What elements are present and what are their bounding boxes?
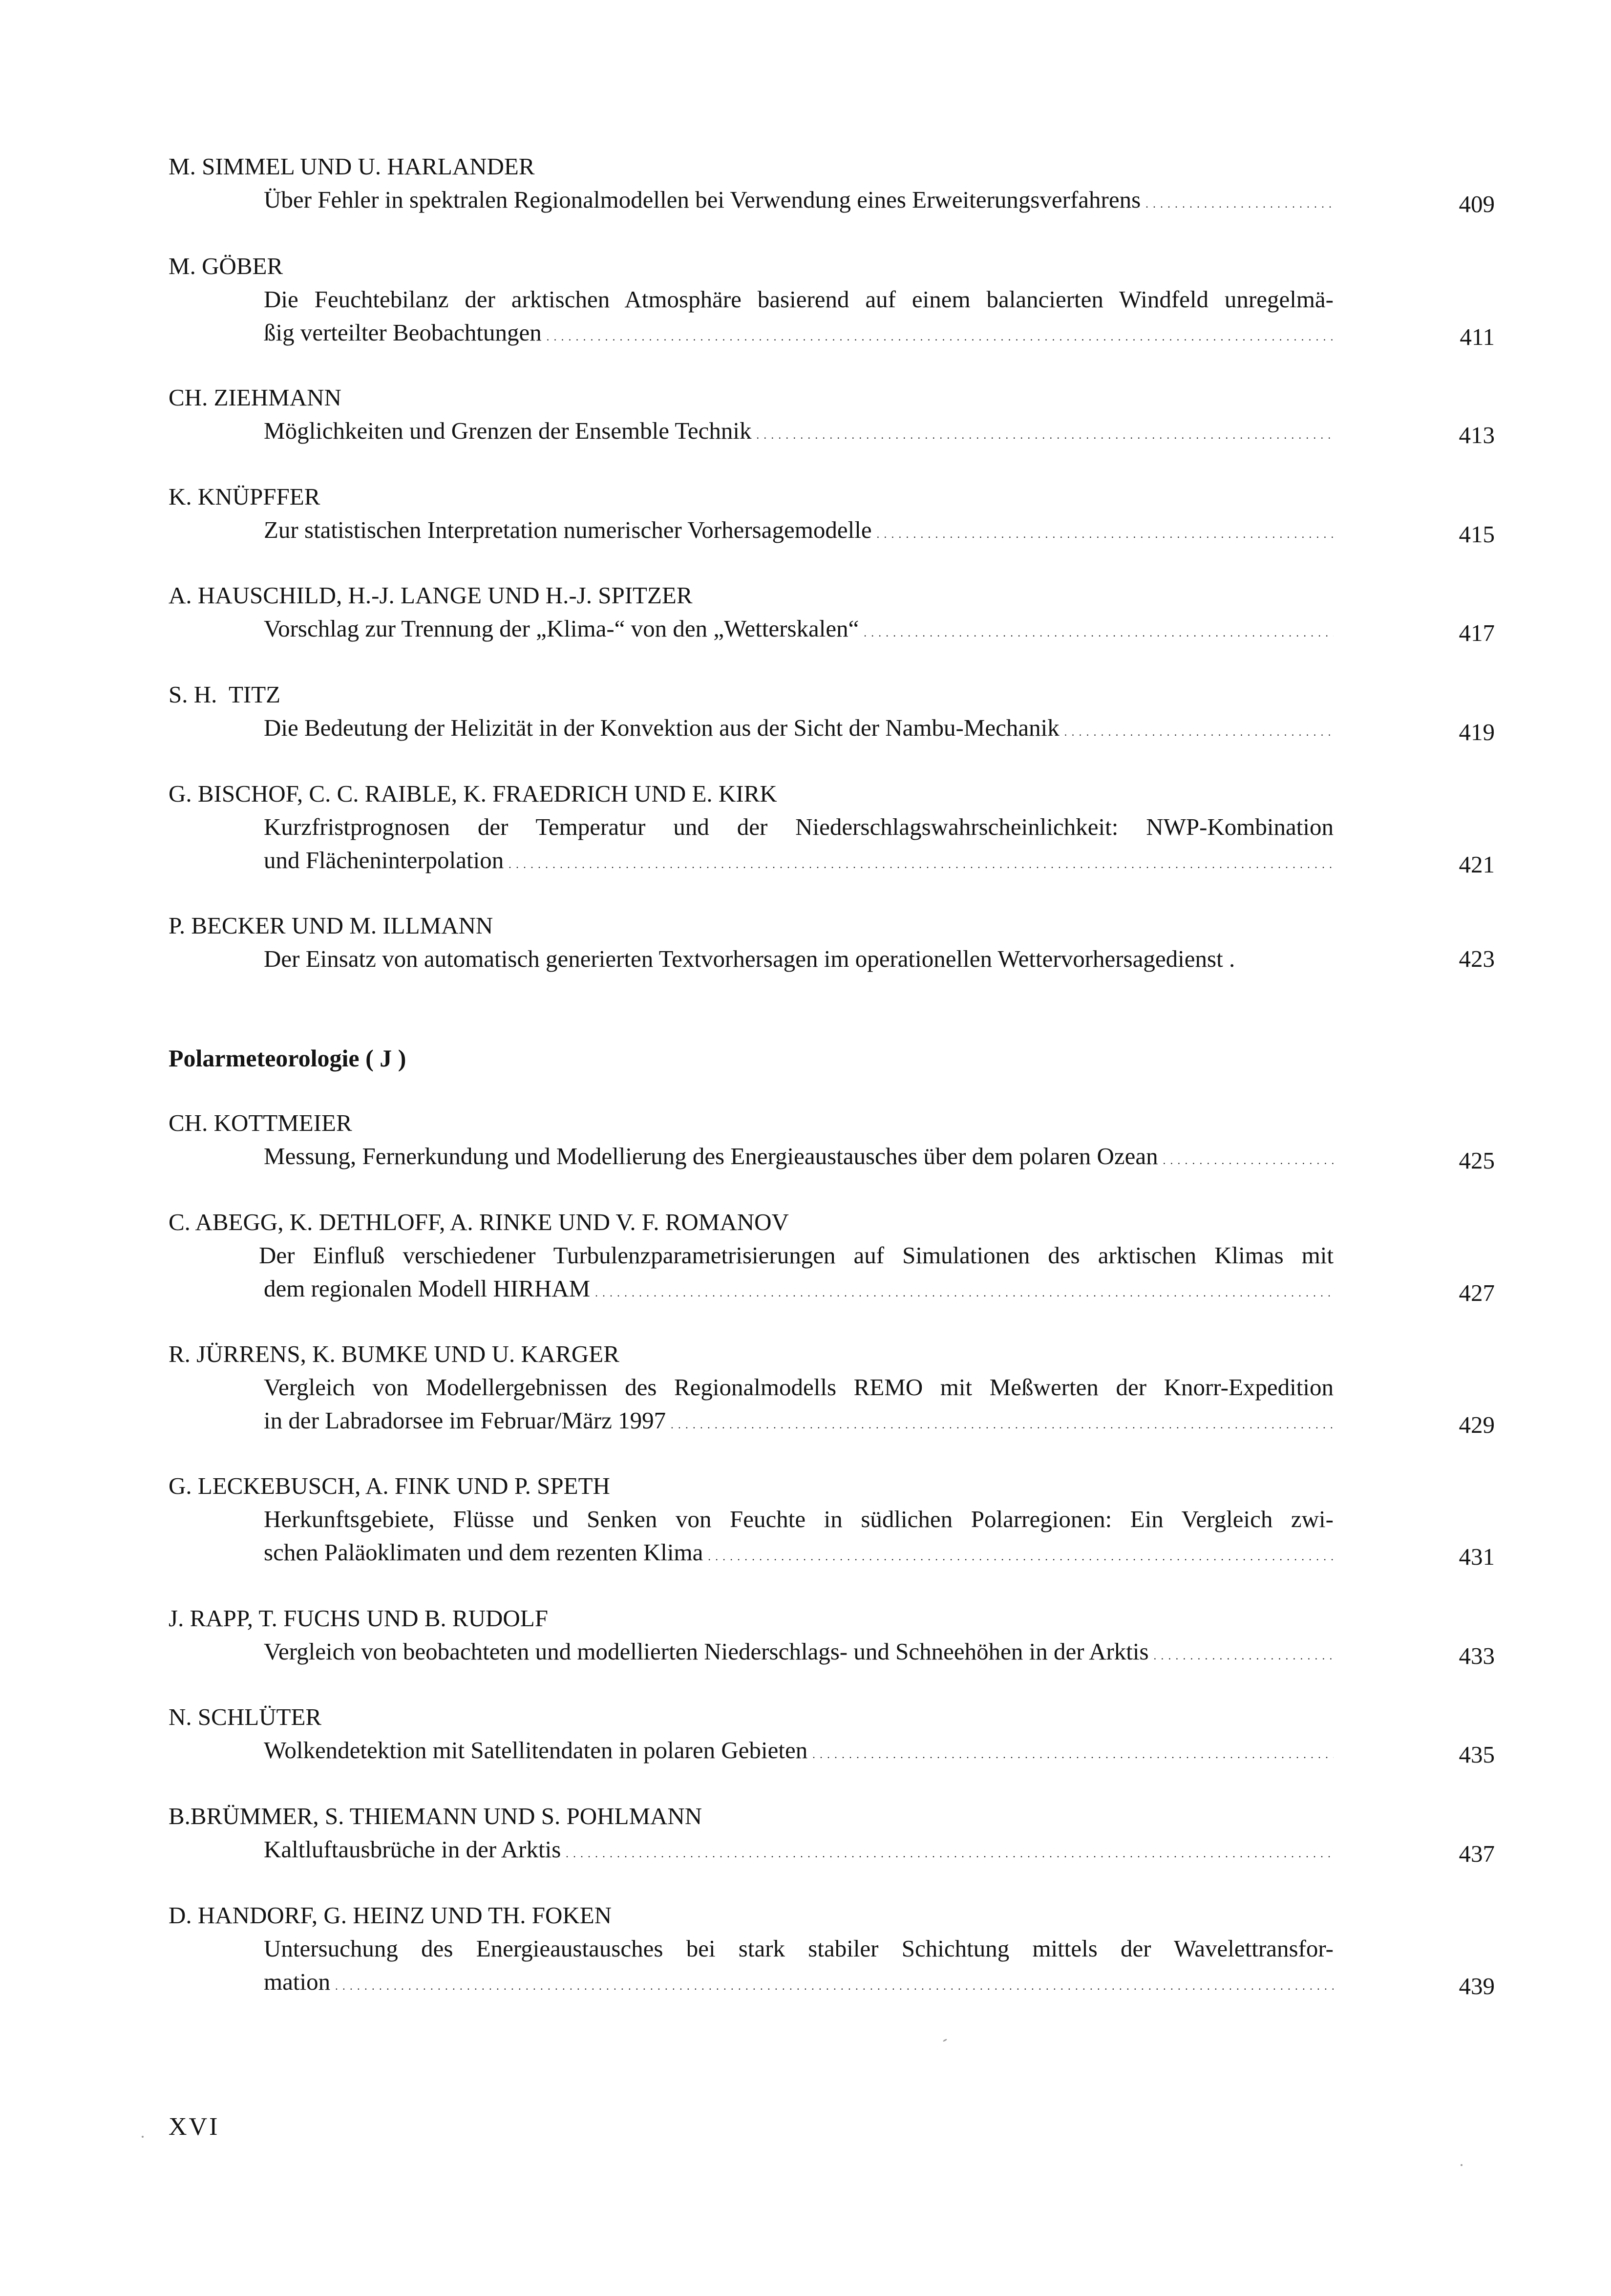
toc-entry-0	[169, 150, 1495, 221]
entry-page-ref: 427	[1459, 1279, 1495, 1306]
toc-entry-1	[169, 250, 1495, 354]
entry-title-line: Die Feuchtebilanz der arktischen Atmosphäre basierend auf einem balancierten Windfeld unregelmä-	[264, 286, 1334, 313]
dot-leader	[877, 513, 1334, 551]
entry-authors: CH. KOTTMEIER	[169, 1109, 352, 1136]
entry-title: dem regionalen Modell HIRHAM	[264, 1275, 591, 1302]
entry-authors: G. BISCHOF, C. C. RAIBLE, K. FRAEDRICH UND E. KIRK	[169, 780, 777, 807]
section-heading: Polarmeteorologie ( J )	[169, 1044, 406, 1072]
entry-title: Wolkendetektion mit Satellitendaten in polaren Gebieten	[264, 1737, 808, 1764]
entry-authors: M. SIMMEL UND U. HARLANDER	[169, 153, 535, 180]
dot-leader	[1163, 1140, 1334, 1177]
entry-page-ref: 409	[1459, 191, 1495, 217]
entry-title: Messung, Fernerkundung und Modellierung des Energieaustausches über dem polaren Ozean	[264, 1143, 1158, 1169]
entry-authors: B.BRÜMMER, S. THIEMANN UND S. POHLMANN	[169, 1803, 702, 1829]
entry-page-ref: 419	[1459, 719, 1495, 745]
entry-title: in der Labradorsee im Februar/März 1997	[264, 1407, 666, 1434]
entry-page-ref: 429	[1459, 1411, 1495, 1438]
entry-page-ref: 423	[1459, 945, 1495, 972]
entry-page-ref: 417	[1459, 619, 1495, 646]
entry-authors: N. SCHLÜTER	[169, 1703, 322, 1730]
entry-page-ref: 425	[1459, 1147, 1495, 1174]
entry-page-ref: 437	[1459, 1840, 1495, 1867]
entry-title: Über Fehler in spektralen Regionalmodellen bei Verwendung eines Erweiterungsverfahrens	[264, 186, 1141, 213]
entry-title: Die Bedeutung der Helizität in der Konvektion aus der Sicht der Nambu-Mechanik	[264, 714, 1060, 741]
dot-leader	[1154, 1635, 1334, 1673]
scan-speck	[1461, 2164, 1463, 2166]
toc-entry-7	[169, 909, 1495, 976]
dot-leader	[757, 414, 1334, 452]
entry-title: und Flächeninterpolation	[264, 847, 504, 873]
entry-authors: M. GÖBER	[169, 253, 283, 279]
toc-entry-10	[169, 1338, 1495, 1442]
toc-entry-15	[169, 1899, 1495, 2003]
entry-authors: CH. ZIEHMANN	[169, 384, 341, 411]
entry-authors: S. H. TITZ	[169, 681, 281, 708]
entry-authors: J. RAPP, T. FUCHS UND B. RUDOLF	[169, 1605, 548, 1632]
entry-authors: C. ABEGG, K. DETHLOFF, A. RINKE UND V. F. ROMANOV	[169, 1209, 789, 1235]
scan-speck	[943, 2039, 947, 2042]
entry-authors: R. JÜRRENS, K. BUMKE UND U. KARGER	[169, 1340, 619, 1367]
entry-authors: G. LECKEBUSCH, A. FINK UND P. SPETH	[169, 1472, 610, 1499]
entry-page-ref: 431	[1459, 1543, 1495, 1570]
entry-page-ref: 415	[1459, 521, 1495, 548]
toc-entry-3	[169, 480, 1495, 551]
toc-entry-9	[169, 1206, 1495, 1310]
toc-entry-4	[169, 579, 1495, 650]
dot-leader	[671, 1404, 1334, 1442]
toc-entry-13	[169, 1701, 1495, 1771]
entry-title-line: Herkunftsgebiete, Flüsse und Senken von Feuchte in südlichen Polarregionen: Ein Vergleich zwi-	[264, 1506, 1334, 1532]
toc-entry-5	[169, 678, 1495, 749]
toc-entry-2	[169, 381, 1495, 452]
entry-page-ref: 411	[1460, 323, 1495, 350]
entry-title-line: Der Einfluß verschiedener Turbulenzparametrisierungen auf Simulationen des arktischen Klimas mit	[259, 1242, 1334, 1269]
entry-title: ßig verteilter Beobachtungen	[264, 319, 542, 346]
entry-title: schen Paläoklimaten und dem rezenten Klima	[264, 1539, 703, 1566]
entry-title: Kaltluftausbrüche in der Arktis	[264, 1836, 561, 1863]
dot-leader	[708, 1536, 1334, 1573]
toc-entry-8	[169, 1106, 1495, 1177]
page-number: XVI	[169, 2113, 220, 2141]
toc-entry-12	[169, 1602, 1495, 1673]
entry-title-line: Untersuchung des Energieaustausches bei stark stabiler Schichtung mittels der Wavelettransfor-	[264, 1935, 1334, 1962]
dot-leader	[864, 612, 1334, 650]
dot-leader	[1145, 183, 1334, 221]
entry-authors: K. KNÜPFFER	[169, 483, 320, 510]
entry-title: Der Einsatz von automatisch generierten Textvorhersagen im operationellen Wettervorhersagedienst .	[264, 945, 1235, 972]
entry-title-line: Kurzfristprognosen der Temperatur und der Niederschlagswahrscheinlichkeit: NWP-Kombination	[264, 813, 1334, 840]
entry-page-ref: 435	[1459, 1741, 1495, 1768]
entry-page-ref: 413	[1459, 422, 1495, 448]
entry-title: Vorschlag zur Trennung der „Klima-“ von den „Wetterskalen“	[264, 615, 859, 642]
dot-leader	[1064, 711, 1334, 749]
dot-leader	[509, 844, 1334, 881]
entry-authors: P. BECKER UND M. ILLMANN	[169, 912, 493, 939]
entry-authors: A. HAUSCHILD, H.-J. LANGE UND H.-J. SPITZER	[169, 582, 693, 609]
entry-title: Zur statistischen Interpretation numerischer Vorhersagemodelle	[264, 516, 872, 543]
entry-title: mation	[264, 1968, 331, 1995]
entry-page-ref: 421	[1459, 851, 1495, 878]
dot-leader	[595, 1272, 1334, 1310]
dot-leader	[335, 1965, 1334, 2003]
dot-leader	[547, 316, 1334, 354]
toc-entry-6	[169, 777, 1495, 881]
entry-title: Vergleich von beobachteten und modellierten Niederschlags- und Schneehöhen in der Arktis	[264, 1638, 1149, 1665]
entry-authors: D. HANDORF, G. HEINZ UND TH. FOKEN	[169, 1902, 612, 1929]
toc-entry-11	[169, 1469, 1495, 1573]
entry-title: Möglichkeiten und Grenzen der Ensemble Technik	[264, 417, 752, 444]
entry-page-ref: 439	[1459, 1973, 1495, 1999]
entry-title-line: Vergleich von Modellergebnissen des Regionalmodells REMO mit Meßwerten der Knorr-Expedition	[264, 1374, 1334, 1401]
dot-leader	[566, 1833, 1334, 1871]
scan-speck	[142, 2136, 144, 2138]
dot-leader	[812, 1734, 1334, 1771]
toc-entry-14	[169, 1800, 1495, 1871]
entry-page-ref: 433	[1459, 1642, 1495, 1669]
